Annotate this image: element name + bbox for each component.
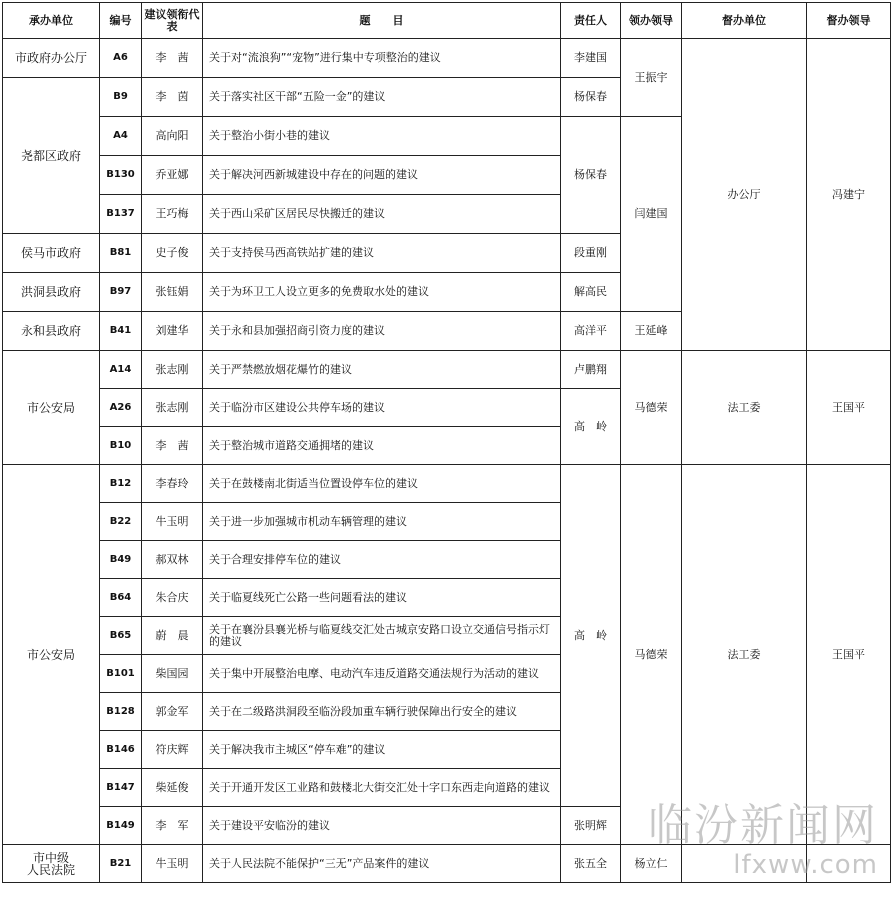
supervisor-unit-cell: 办公厅: [682, 39, 807, 351]
table-row: [3, 465, 891, 503]
code-cell: B147: [100, 769, 142, 807]
proposer-cell: 郝双林: [142, 541, 203, 579]
header-responsible: 责任人: [561, 3, 621, 39]
supervisor-unit-cell: 法工委: [682, 351, 807, 465]
proposer-cell: 柴延俊: [142, 769, 203, 807]
responsible-cell: 杨保春: [561, 117, 621, 234]
lead-leader-cell: 马德荣: [621, 351, 682, 465]
proposer-cell: 张钰娟: [142, 273, 203, 312]
header-title: 题 目: [203, 3, 561, 39]
proposer-cell: 刘建华: [142, 312, 203, 351]
code-cell: B10: [100, 427, 142, 465]
proposer-cell: 牛玉明: [142, 503, 203, 541]
responsible-cell: 李建国: [561, 39, 621, 78]
responsible-cell: 杨保春: [561, 78, 621, 117]
code-cell: B130: [100, 156, 142, 195]
supervisor-leader-cell: [807, 845, 891, 883]
proposer-cell: 史子俊: [142, 234, 203, 273]
responsible-cell: 张明辉: [561, 807, 621, 845]
watermark-domain: lfxww.com: [733, 850, 878, 880]
host-unit: 市公安局: [3, 465, 100, 845]
code-cell: B41: [100, 312, 142, 351]
code-cell: B9: [100, 78, 142, 117]
table-row: [3, 39, 891, 78]
title-cell: 关于解决河西新城建设中存在的问题的建议: [203, 156, 561, 195]
responsible-cell: 段重刚: [561, 234, 621, 273]
code-cell: A6: [100, 39, 142, 78]
header-lead-leader: 领办领导: [621, 3, 682, 39]
lead-leader-cell: 王振宇: [621, 39, 682, 117]
host-unit: 市中级 人民法院: [3, 845, 100, 883]
code-cell: B65: [100, 617, 142, 655]
proposer-cell: 李春玲: [142, 465, 203, 503]
responsible-cell: 高洋平: [561, 312, 621, 351]
title-cell: 关于整治小街小巷的建议: [203, 117, 561, 156]
title-cell: 关于进一步加强城市机动车辆管理的建议: [203, 503, 561, 541]
table-row: [3, 845, 891, 883]
proposer-cell: 李 军: [142, 807, 203, 845]
title-cell: 关于为环卫工人设立更多的免费取水处的建议: [203, 273, 561, 312]
code-cell: B12: [100, 465, 142, 503]
title-cell: 关于人民法院不能保护“三无”产品案件的建议: [203, 845, 561, 883]
proposer-cell: 符庆辉: [142, 731, 203, 769]
proposer-cell: 郭金军: [142, 693, 203, 731]
title-cell: 关于临夏线死亡公路一些问题看法的建议: [203, 579, 561, 617]
code-cell: B149: [100, 807, 142, 845]
assignment-table: [2, 2, 891, 883]
code-cell: B97: [100, 273, 142, 312]
title-cell: 关于支持侯马西高铁站扩建的建议: [203, 234, 561, 273]
proposer-cell: 李 茵: [142, 78, 203, 117]
code-cell: B22: [100, 503, 142, 541]
responsible-cell: 卢鹏翔: [561, 351, 621, 389]
responsible-cell: 张五全: [561, 845, 621, 883]
host-unit: 尧都区政府: [3, 78, 100, 234]
title-cell: 关于集中开展整治电摩、电动汽车违反道路交通法规行为活动的建议: [203, 655, 561, 693]
proposer-cell: 李 茜: [142, 427, 203, 465]
code-cell: B101: [100, 655, 142, 693]
code-cell: B137: [100, 195, 142, 234]
host-unit: 永和县政府: [3, 312, 100, 351]
title-cell: 关于落实社区干部“五险一金”的建议: [203, 78, 561, 117]
code-cell: A14: [100, 351, 142, 389]
lead-leader-cell: 闫建国: [621, 117, 682, 312]
title-cell: 关于在鼓楼南北街适当位置设停车位的建议: [203, 465, 561, 503]
proposer-cell: 朱合庆: [142, 579, 203, 617]
title-cell: 关于整治城市道路交通拥堵的建议: [203, 427, 561, 465]
lead-leader-cell: 马德荣: [621, 465, 682, 845]
title-cell: 关于西山采矿区居民尽快搬迁的建议: [203, 195, 561, 234]
title-cell: 关于在襄汾县襄光桥与临夏线交汇处古城京安路口设立交通信号指示灯的建议: [203, 617, 561, 655]
header-row: [3, 3, 891, 39]
title-cell: 关于建设平安临汾的建议: [203, 807, 561, 845]
header-supervisor-unit: 督办单位: [682, 3, 807, 39]
proposer-cell: 乔亚娜: [142, 156, 203, 195]
host-unit: 侯马市政府: [3, 234, 100, 273]
proposer-cell: 张志刚: [142, 351, 203, 389]
code-cell: B146: [100, 731, 142, 769]
proposer-cell: 蔚 晨: [142, 617, 203, 655]
code-cell: B49: [100, 541, 142, 579]
code-cell: A4: [100, 117, 142, 156]
proposer-cell: 高向阳: [142, 117, 203, 156]
header-supervisor-leader: 督办领导: [807, 3, 891, 39]
header-unit: 承办单位: [3, 3, 100, 39]
responsible-cell: 高 岭: [561, 389, 621, 465]
code-cell: B81: [100, 234, 142, 273]
title-cell: 关于严禁燃放烟花爆竹的建议: [203, 351, 561, 389]
title-cell: 关于合理安排停车位的建议: [203, 541, 561, 579]
proposer-cell: 王巧梅: [142, 195, 203, 234]
proposer-cell: 李 茜: [142, 39, 203, 78]
proposer-cell: 张志刚: [142, 389, 203, 427]
title-cell: 关于临汾市区建设公共停车场的建议: [203, 389, 561, 427]
watermark-title: 临汾新闻网: [648, 800, 878, 851]
document-page: [2, 2, 890, 898]
lead-leader-cell: 王延峰: [621, 312, 682, 351]
title-cell: 关于永和县加强招商引资力度的建议: [203, 312, 561, 351]
proposer-cell: 牛玉明: [142, 845, 203, 883]
header-proposer: 建议领衔代表: [142, 3, 203, 39]
responsible-cell: 解高民: [561, 273, 621, 312]
header-code: 编号: [100, 3, 142, 39]
proposer-cell: 柴国园: [142, 655, 203, 693]
host-unit: 洪洞县政府: [3, 273, 100, 312]
supervisor-unit-cell: [682, 845, 807, 883]
supervisor-leader-cell: 王国平: [807, 465, 891, 845]
code-cell: B128: [100, 693, 142, 731]
code-cell: B21: [100, 845, 142, 883]
lead-leader-cell: 杨立仁: [621, 845, 682, 883]
host-unit: 市公安局: [3, 351, 100, 465]
table-row: [3, 351, 891, 389]
code-cell: A26: [100, 389, 142, 427]
title-cell: 关于开通开发区工业路和鼓楼北大街交汇处十字口东西走向道路的建议: [203, 769, 561, 807]
title-cell: 关于在二级路洪洞段至临汾段加重车辆行驶保障出行安全的建议: [203, 693, 561, 731]
supervisor-leader-cell: 王国平: [807, 351, 891, 465]
host-unit: 市政府办公厅: [3, 39, 100, 78]
supervisor-unit-cell: 法工委: [682, 465, 807, 845]
responsible-cell: 高 岭: [561, 465, 621, 807]
title-cell: 关于对“流浪狗”“宠物”进行集中专项整治的建议: [203, 39, 561, 78]
title-cell: 关于解决我市主城区“停车难”的建议: [203, 731, 561, 769]
code-cell: B64: [100, 579, 142, 617]
supervisor-leader-cell: 冯建宁: [807, 39, 891, 351]
